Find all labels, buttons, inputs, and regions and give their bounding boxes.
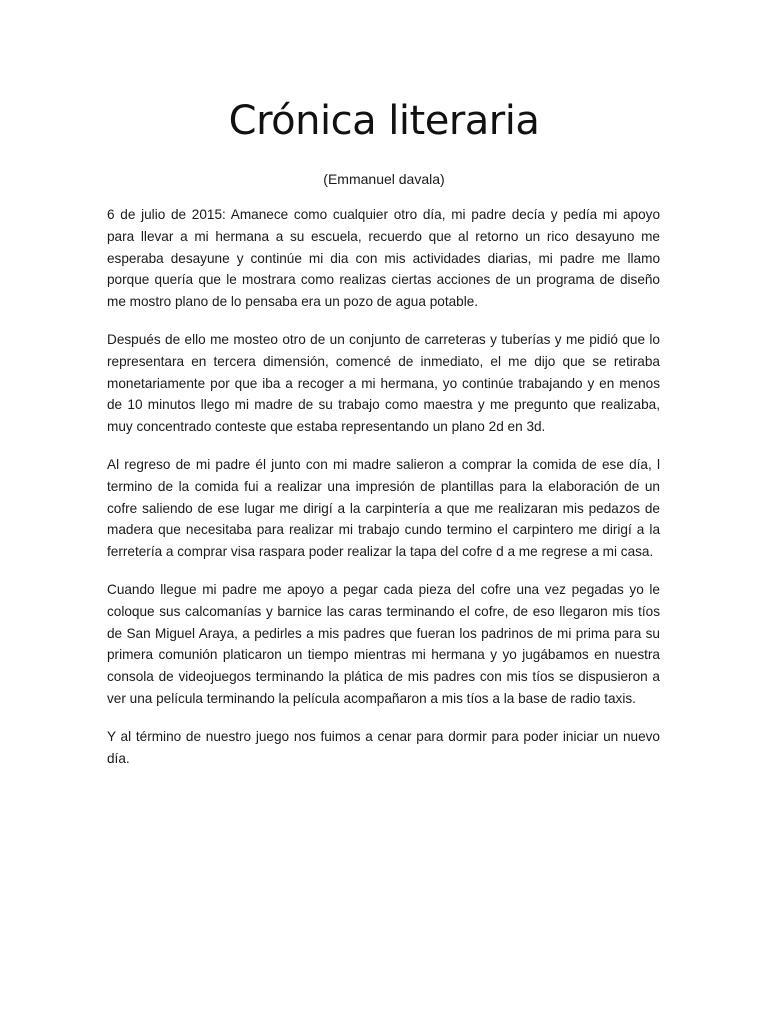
document-title: Crónica literaria (228, 98, 540, 144)
paragraph-2: Después de ello me mosteo otro de un conjunto de carreteras y tuberías y me pidió que lo representara en tercera dimensión, comencé de inmediato, el me dijo que se retiraba monetariamente por que iba a recoger a mi hermana, yo continúe trabajando y en menos de 10 minutos llego mi madre de su trabajo como maestra y me pregunto que realizaba, muy concentrado conteste que estaba representando un plano 2d en 3d. (107, 331, 660, 435)
paragraph-4: Cuando llegue mi padre me apoyo a pegar cada pieza del cofre una vez pegadas yo le coloque sus calcomanías y barnice las caras terminando el cofre, de eso llegaron mis tíos de San Miguel Araya, a pedirles a mis padres que fueran los padrinos de mi prima para su primera comunión platicaron un tiempo mientras mi hermana y yo jugábamos en nuestra consola de videojuegos terminando la plática de mis padres con mis tíos se dispusieron a ver una película terminando la película acompañaron a mis tíos a la base de radio taxis. (107, 581, 660, 706)
paragraph-3: Al regreso de mi padre él junto con mi madre salieron a comprar la comida de ese día, l termino de la comida fui a realizar una impresión de plantillas para la elaboración de un cofre saliendo de ese lugar me dirigí a la carpintería a que me realizaran mis pedazos de madera que necesitaba para realizar mi trabajo cundo termino el carpintero me dirigí a la ferretería a comprar visa raspara poder realizar la tapa del cofre d a me regrese a mi casa. (107, 456, 660, 560)
document-author: (Emmanuel davala) (323, 171, 445, 187)
document-body (107, 204, 660, 785)
paragraph-1: 6 de julio de 2015: Amanece como cualquier otro día, mi padre decía y pedía mi apoyo para llevar a mi hermana a su escuela, recuerdo que al retorno un rico desayuno me esperaba desayune y continúe mi dia con mis actividades diarias, mi padre me llamo porque quería que le mostrara como realizas ciertas acciones de un programa de diseño me mostro plano de lo pensaba era un pozo de agua potable. (107, 207, 660, 310)
paragraph-5: Y al término de nuestro juego nos fuimos a cenar para dormir para poder iniciar un nuevo día. (107, 728, 660, 766)
